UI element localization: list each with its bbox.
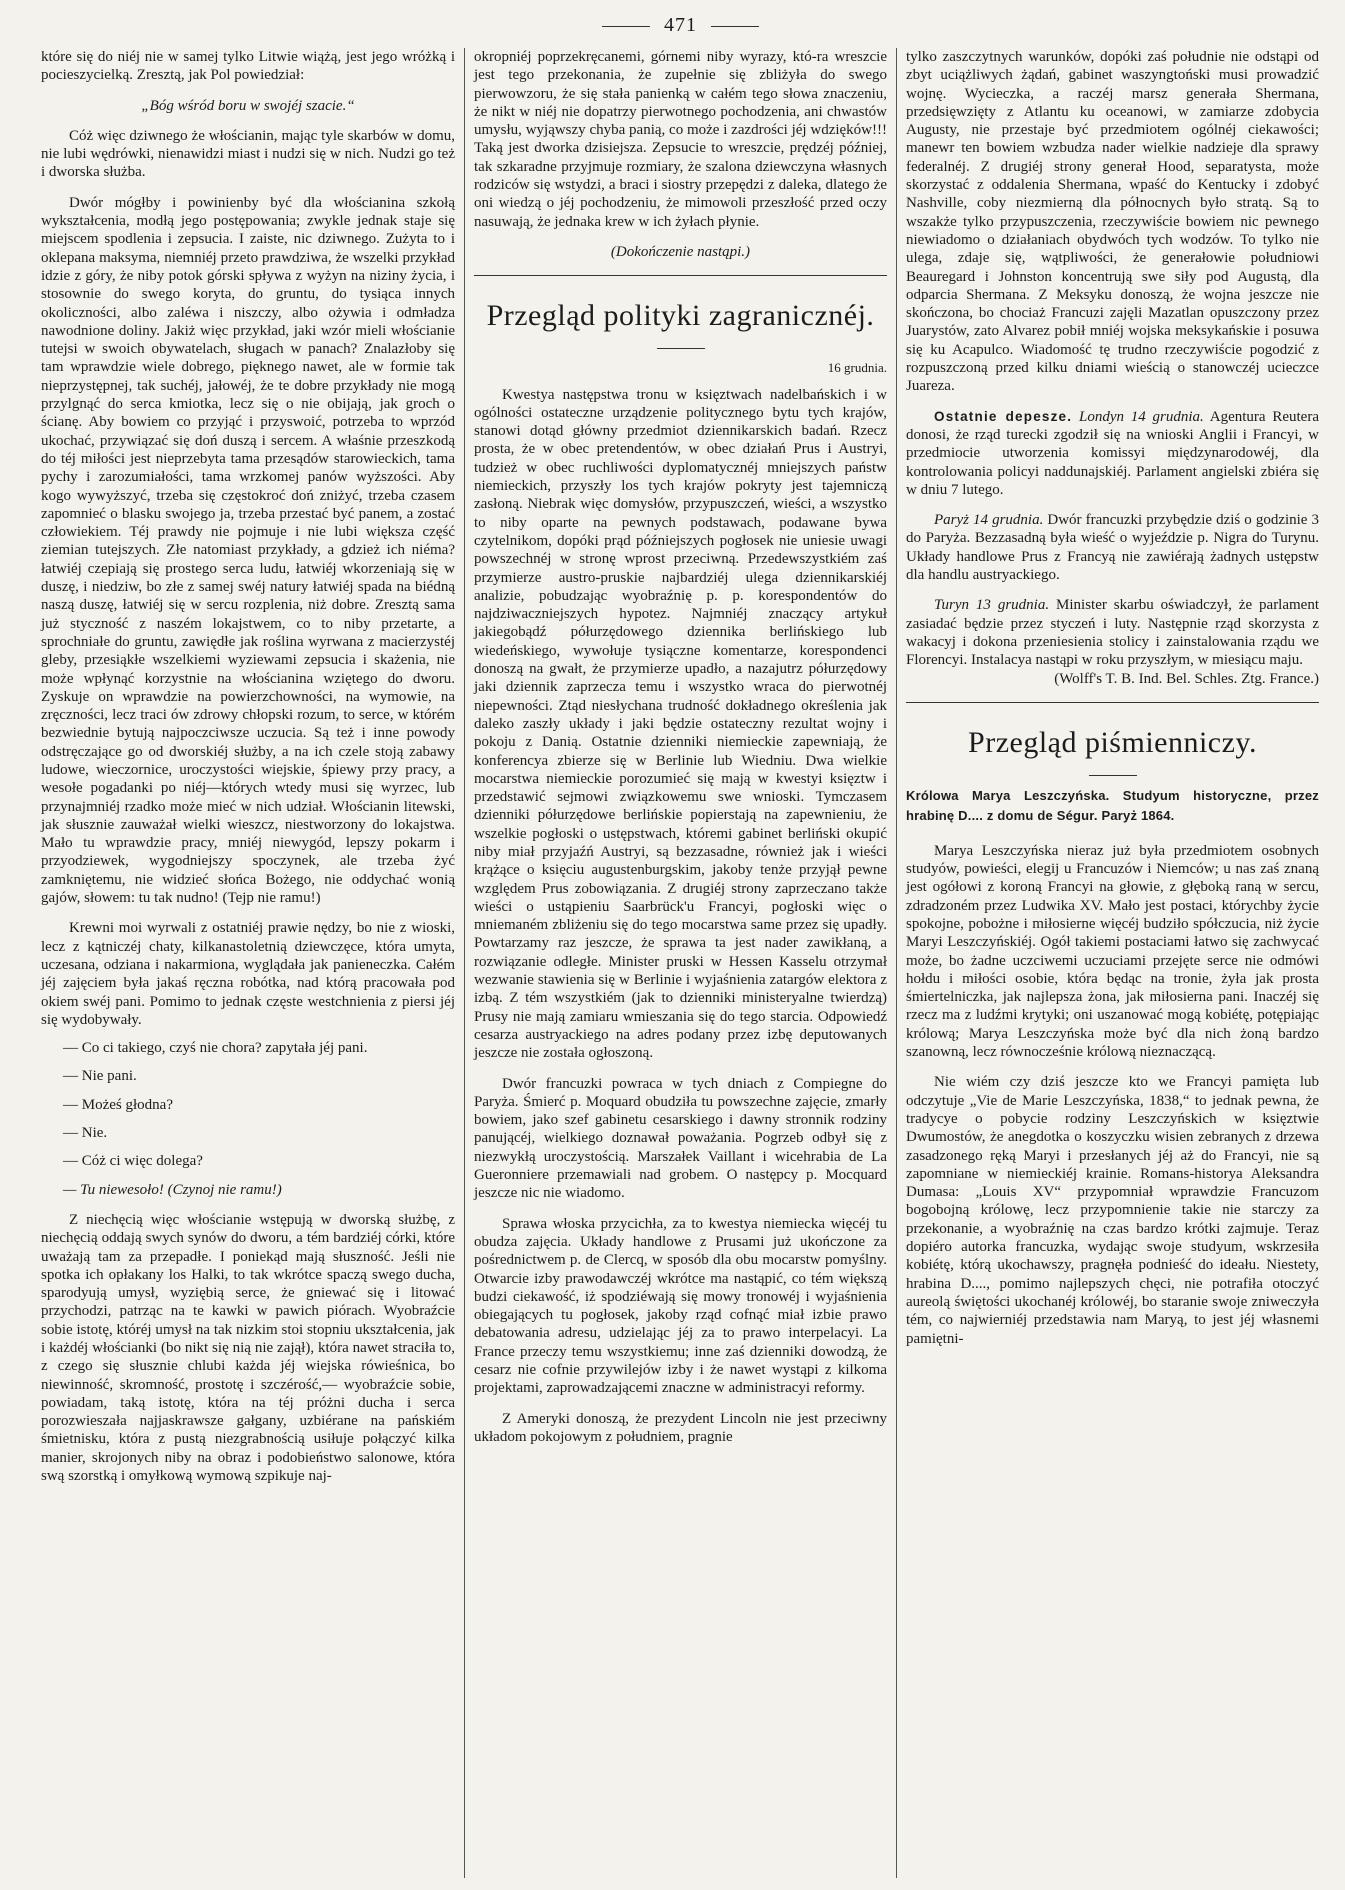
continuation-note: (Dokończenie nastąpi.) xyxy=(610,243,751,260)
dispatch-label: Ostatnie depesze. xyxy=(934,408,1073,424)
paragraph: Kwestya następstwa tronu w księztwach nadelbańskich i w ogólności ostateczne urządzenie politycznego bytu tych krajów, stanowi dotąd główny przedmiot dziennikarskich badań. Rzecz prosta, że w obec pretendentów, w obec działań Prus i Austryi, tudzież w obec ruchliwości dyplomatycznéj mniejszych państw niemieckich, przyszły los tych krajów pokryty jest tajemniczą zasłoną. Niebrak więc domysłów, przypuszczeń, wieści, a wszystko to niby oparte na pewnych podstawach, podawane bywa czytelnikom, dopóki prąd późniejszych pogłosek nie uniesie uwagi powszechnéj w stronę wprost przeciwną. Przedewszystkiém zaś przymierze austro-pruskie najbardziéj ulega dziennikarskiéj analizie, pobudzając wyobraźnię p. p. korespondentów do najdziwaczniejszych hypotez. Najmniéj znaczący artykuł jakiegobądź półurzędowego dziennika berlińskiego lub wiedeńskiego, wywołuje tysiączne komentarze, korespondenci donoszą na gwałt, że przymierze upadło, a nazajutrz półurzędowy jaki dziennik zaprzecza temu i wszystko wraca do pierwotnéj niepewności. Ztąd niesłychana trudność dokładnego określenia jak daleko zaszły układy i jaki będzie ostateczny rezultat wojny i pokoju z Danią. Ostatnie dzienniki niemieckie zapewniają, że konferencya zbierze się w Berlinie lub Wiedniu. Dwa wielkie mocarstwa niemieckie porozumieć się mają w kwestyi księztw i przedstawić sejmowi związkowemu swe wnioski. Tymczasem dzienniki półurzędowe berlińskie popierstają na zapewnieniu, że wszelkie pogłoski o ustępstwach, któremi gabinet berliński okupić niby miał przyjaźń Austryi, są bezzasadne, również jak i wieści krążące o księciu augustenburgskim, jakoby tenże przyjął pewne względem Prus zobowiązania. Z drugiéj strony zaprzeczano także wieści o ustąpieniu Saarbrück'u Francyi, pogłoski więc o mniemaném zbliżeniu się do tego mocarstwa same przez się upadły. Powtarzamy raz jeszcze, że sprawa ta jest nader zawikłaną, a rozwiązanie odległe. Minister pruski w Hessen Kasselu otrzymał wezwanie stawienia się w Berlinie i wyjaśnienia zatargów elektora z izbą. Z tém wszystkiém (jak to dzienniki ministeryalne twierdzą) Prusy nie mają zamiaru wmieszania się do tego starcia. Odpowiedź cesarza austryackiego na adres podany przez izbę deputowanych jeszcze nie została ogłoszoną. xyxy=(474,386,887,1062)
paragraph: tylko zaszczytnych warunków, dopóki zaś południe nie odstąpi od zbyt uciążliwych żądań, gabinet waszyngtoński musi prowadzić wojnę. Wycieczka, a raczéj marsz generała Shermana, przedsięwzięty z Atlantu ku oceanowi, w zamiarze zdobycia Augusty, nie przestaje być przedmiotem ogólnéj ciekawości; manewr ten bowiem wzbudza nader wielkie nadzieje dla sprawy federalnéj. Z drugiéj strony generał Hood, separatysta, może skorzystać z oddalenia Shermana, wpaść do Kentucky i zdobyć Nashville, coby niezmierną dla północnych było stratą. Są to wszakże tylko przypuszczenia, rzeczywiście bowiem nic pewnego niewiadomo o działaniach obydwóch tych wodzów. To tylko nie ulega, zdaje się, wątpliwości, że generałowie południowi Beauregard i Johnston koncentrują swe siły pod Augustą, dla odparcia Shermana. Z Meksyku donoszą, że wojna jeszcze nie skończona, bo chociaż Francuzi zajęli Mazatlan opuszczony przez Juarystów, zato Alvarez pobił mniéj wojska meksykańskie i posuwa się ku Acapulco. Wiadomość tę trudno rzeczywiście pogodzić z rozpuszczoną przed kilku dniami wieścią o stanowczéj ucieczce Juareza. xyxy=(906,49,1319,395)
dispatch-paris xyxy=(906,511,1319,584)
column-3 xyxy=(896,48,1328,1878)
dialogue-line: — Nie pani. xyxy=(63,1068,137,1085)
page-number: 471 xyxy=(664,14,697,36)
paragraph: okropniéj poprzekręcanemi, górnemi niby wyrazy, któ-ra wreszcie jest tego przekonania, że zupełnie się zbliżyła do swego pierwowzoru, że się stała panienką w całém tego słowa znaczeniu, że nikt w niéj nie dopatrzy pierwotnego pochodzenia, ani chwastów umysłu, wyjąwszy chyba panią, co może i zazdrości jéj wdzięków!!! Taką jest dworka dzisiejsza. Zepsucie to wreszcie, prędzéj później, tak szkaradne przyjmuje rozmiary, że szalona dziewczyna własnych rodziców się wstydzi, a braci i siostry przepędzi z daleka, dlatego że oni wiedzą o jéj pochodzeniu, że mimowoli przeszłość przed oczy nasuwają, że jednaka krew w ich żyłach płynie. xyxy=(474,49,887,230)
dispatch-london xyxy=(906,408,1319,499)
paragraph: Dwór francuzki powraca w tych dniach z Compiegne do Paryża. Śmierć p. Moquard obudziła tu powszechne zajęcie, zmarły bowiem, jako szef gabinetu cesarskiego i dawny stronnik rodziny panującéj, wielkiego doznawał poważania. Pogrzeb odbył się z niezwykłą uroczystością. Marszałek Vaillant i wicehrabia de La Gueronniere przemawiali nad grobem. O następcy p. Mocquard jeszcze nic nie wiadomo. xyxy=(474,1075,887,1202)
section-divider xyxy=(906,702,1319,703)
paragraph: Z Ameryki donoszą, że prezydent Lincoln nie jest przeciwny układom pokojowym z południem, pragnie xyxy=(474,1410,887,1445)
paragraph: Marya Leszczyńska nieraz już była przedmiotem osobnych studyów, powieści, elegij u Francuzów i Niemców; u nas zaś znaną jest ogółowi z koroną Francyi na głowie, z głęboką raną w sercu, zdradzoném przez Ludwika XV. Mało jest postaci, którychby życie spokojne, pobożne i miłosierne więcéj budziło spółczucia, niż życie Maryi Leszczyńskiéj. Ogół takiemi postaciami łatwo się zachwycać może, bo żadne uczciwemi uczuciami przejęte serce nie odmówi hołdu i miłości osobie, która będąc na tronie, żyła jak prosta śmiertelniczka, jak najlepsza żona, jak miłosierna pani. Inaczéj się rzecz ma z ludźmi krytyki; oni uszanować mogą kobiétę, potępiając królową; Marya Leszczyńska może być dla nich żoną bardzo szanowną, lecz równocześnie królową nieznaczącą. xyxy=(906,842,1319,1061)
title-rule xyxy=(1089,775,1137,776)
columns xyxy=(32,48,1329,1878)
section-date: 16 grudnia. xyxy=(827,360,887,376)
title-rule xyxy=(657,348,705,349)
dispatch-location: Paryż 14 grudnia. xyxy=(934,512,1044,529)
book-citation: Królowa Marya Leszczyńska. Studyum historyczne, przez hrabinę D.... z domu de Ségur. Paryż 1864. xyxy=(906,787,1319,823)
dispatch-text: Agentura Reutera donosi, że rząd turecki zgodził się na wnioski Anglii i Francyi, w przedmiocie utworzenia komissyi międzynarodowéj, dla kontrolowania policyi naddunajskiéj. Parlament angielski zbiéra się w dniu 7 lutego. xyxy=(906,408,1319,498)
column-2 xyxy=(464,48,896,1878)
paragraph: Sprawa włoska przycichła, za to kwestya niemiecka więcéj tu obudza zajęcia. Układy handlowe z Prusami już ukończone za pośrednictwem p. de Clercq, w sposób dla obu mocarstw pomyślny. Otwarcie izby prawodawczéj wkrótce ma nastąpić, co tém większą budzi ciekawość, iż spodziéwają się mowy tronowéj i wyjaśnienia obiegających tu pogłosek, jakoby rząd cofnąć miał izbie prawo debatowania adresu, udzielając jéj za to prawo interpelacyi. La France przeczy temu wszystkiemu; inne zaś dzienniki dowodzą, że cesarz nie cofnie przywilejów izby i że nawet wystąpi z kilkoma projektami, zaprowadzającemi znaczne w administracyi reformy. xyxy=(474,1215,887,1397)
paragraph: które się do niéj nie w samej tylko Litwie wiążą, jest jego wróżką i pocieszycielką. Zresztą, jak Pol powiedział: xyxy=(41,49,455,84)
dialogue-line: — Możeś głodna? xyxy=(63,1096,173,1113)
dialogue-line: — Tu niewesoło! (Czynoj nie ramu!) xyxy=(63,1181,282,1198)
dialogue-line: — Co ci takiego, czyś nie chora? zapytała jéj pani. xyxy=(63,1040,368,1057)
section-divider xyxy=(474,275,887,276)
dialogue-line: — Cóż ci więc dolega? xyxy=(63,1153,203,1170)
paragraph: Cóż więc dziwnego że włościanin, mając tyle skarbów w domu, nie lubi wędrówki, nienawidzi miast i nudzi się w nich. Nudzi go też i dworska służba. xyxy=(41,127,455,181)
page-header xyxy=(32,14,1329,48)
column-1 xyxy=(32,48,464,1878)
dispatch-location: Londyn 14 grudnia. xyxy=(1079,408,1204,425)
header-rule-left xyxy=(602,26,650,27)
dispatch-text: Minister skarbu oświadczył, że parlament zasiadać będzie przez styczeń i luty. Następnie rząd skorzysta z wakacyj i dokona przeniesienia stolicy i zainstalowania rządu we Florencyi. Instalacya nastąpi w roku przyszłym, w miesiącu maju. xyxy=(906,597,1320,669)
paragraph: Dwór mógłby i powinienby być dla włościanina szkołą wykształcenia, modłą jego postępowania; zwykle jednak staje się miejscem spodlenia i zepsucia. I zaiste, nic dziwnego. Zużyta to i oklepana maksyma, niemniéj przeto prawdziwa, że wszelki przykład idzie z góry, że niby potok górski spływa z wyżyn na niziny życia, i stosownie do swego koryta, do gruntu, do tysiąca innych okoliczności, albo zaléwa i niszczy, albo ożywia i odmładza nawodnione doliny. Jakiż więc przykład, jaki wzór mieli włościanie tutejsi w swoich obywatelach, sługach w panach? Znalazłoby się tam wprawdzie wiele dobrego, pięknego nawet, ale w formie tak nieprzystępnej, tak suchéj, jałowéj, że te dobre przykłady nie mogą przylgnąć do serca kmiotka, lecz się o nie obijają, jak groch o ścianę. Aby bowiem co przyjąć i przyswoić, potrzeba to wprzód ukochać, przywiązać się doń duszą i sercem. A właśnie przeszkodą do téj miłości jest nieprzebyta tama przesądów starowieckich, tama pychy i zarozumiałości, tama wrzkomej panów wyższości. Aby kogo wywyższyć, trzeba się częstokroć doń zniżyć, trzeba czasem zapomnieć o blasku swojego ja, trzeba przestać być panem, a zostać człowiekiem. Téj prawdy nie pojmuje i nie lubi większa część ziemian tutejszych. Złe natomiast przykłady, a gdzież ich niéma? łatwiéj czepiają się prostego serca ludu, łatwiéj wkorzeniają się w duszę, i niedziw, bo złe z samej swéj natury łatwiéj spada na biédną naszą duszę, łatwiéj się w sercu rozplenia, niż dobre. Zresztą sama już styczność z naszém lokajstwem, co to niby przetarte, a sprochniałe do gruntu, zawiędłe jak roślina wyrwana z macierzystéj gleby, przesiąkłe wszelkiemi wyziewami zepsucia i skażenia, nie może wpłynąć korzystnie na włościanina wziętego do dworu. Zyskuje on wprawdzie na powierzchowności, na wymowie, na zręczności, lecz traci ów zdrowy chłopski rozum, to serce, w którém bezwiednie bytują najpoczciwsze uczucia. Są też i inne powody odstręczające go od dworskiéj służby, a na ich czele stoją zabawy ludowe, wieczornice, uroczystości wiejskie, śpiewy przy pracy, a wesołe pogadanki po niéj—których wtedy musi się wyrzec, lub przynajmniéj rzadko może mieć w nich udział. Włościanin litewski, jak słusznie zauważał wielki wieszcz, niestworzony do lokajstwa. Mało tu wprawdzie pracy, mniéj niewygód, lepszy pokarm i przyodziewek, wygodniejszy spoczynek, ale trzeba żyć zamkniętemu, nie widzieć słońca Bożego, nie oddychać wonią gajów, słowem: tu tak nudno! (Tejp nie ramu!) xyxy=(41,194,455,907)
paragraph: Nie wiém czy dziś jeszcze kto we Francyi pamięta lub odczytuje „Vie de Marie Leszczyńska, 1838,“ to jednak pewna, że tradycye o pobycie rodziny Leszczyńskich w księztwie Dwumostów, że anegdotka o koszyczku wisien zebranych z drzewa zasadzonego ręką Maryi i przesłanych jéj aż do Francyi, nie są zapomniane w niemieckiéj krainie. Romans-historya Aleksandra Dumasa: „Louis XV“ przypomniał wprawdzie Francuzom bogobojną królowę, lecz przypomnienie takie nie starczy za przekonanie, a wyobraźnię na czas bardzo krótki zajmuje. Teraz dopiéro autorka francuzka, wydając swoje studyum, wskrzesiła kobiétę, którą ukochawszy, pragnęła podnieść do ideału. Niestety, hrabina D...., pomimo najlepszych chęci, nie potrafiła otoczyć aureolą świętości ukochanéj królowéj, bo staranie swoje zniweczyła tém, co najwierniéj przedstawia nam Maryą, to jest jéj własnemi pamiętni- xyxy=(906,1074,1319,1347)
dispatch-source: (Wolff's T. B. Ind. Bel. Schles. Ztg. France.) xyxy=(1054,670,1319,687)
section-title-foreign-politics: Przegląd polityki zagranicznéj. xyxy=(486,299,875,333)
dispatch-text: Dwór francuzki przybędzie dziś o godzinie 3 do Paryża. Bezzasadną była wieść o wyjeździe p. Nigra do Turynu. Układy handlowe Prus z Francyą nie zawiérają żadnych ustępstw dla handlu austryackiego. xyxy=(906,512,1320,584)
dispatch-location: Turyn 13 grudnia. xyxy=(934,597,1050,614)
dialogue-line: — Nie. xyxy=(63,1125,108,1142)
section-title-literary-review: Przegląd piśmienniczy. xyxy=(968,725,1257,759)
quote: „Bóg wśród boru w swojéj szacie.“ xyxy=(141,97,355,114)
header-rule-right xyxy=(711,26,759,27)
paragraph: Z niechęcią więc włościanie wstępują w dworską służbę, z niechęcią oddają swych synów do dworu, a tém bardziéj córki, które uważają tam za przepadłe. I poniekąd mają słuszność. Jeśli nie spotka ich opłakany los Halki, to tak wkrótce spaczą swego ducha, sparodyują umysł, wyziębią serce, że gniewać się i litować przychodzi, patrząc na te kawki w pawich piórach. Wyobraźcie sobie istotę, któréj umysł na tak nizkim stoi stopniu ukształcenia, jak i każdéj włościanki (bo nikt się nią nie zajął), która nawet straciła to, z czego się słusznie chlubi każda jéj wiejska rówieśnica, bo niewinność, skromność, prostotę i szczérość,— wyobraźcie sobie, powiadam, taką istotę, która na téj próżni ducha i serca porozwieszała najjaskrawsze gałgany, uzbiérane na pańskiém śmietnisku, która z pustą niezgrabnością usiłuje połączyć kilka manier, skrojonych niby na obraz i podobieństwo salonowe, która swą szorstką i omyłkową wymową szpikuje naj- xyxy=(41,1211,455,1485)
dispatch-turin xyxy=(906,596,1319,669)
paragraph: Krewni moi wyrwali z ostatniéj prawie nędzy, bo nie z wioski, lecz z kątniczéj chaty, kilkanastoletnią dziewczęce, która umyta, uczesana, odziana i nakarmiona, wyglądała jak panieneczka. Całém jéj zajęciem była jakaś ręczna robótka, nad którą pracowała pod okiem swéj pani. Pomimo to jednak częste westchnienia z piersi jéj się wydobywały. xyxy=(41,920,455,1028)
